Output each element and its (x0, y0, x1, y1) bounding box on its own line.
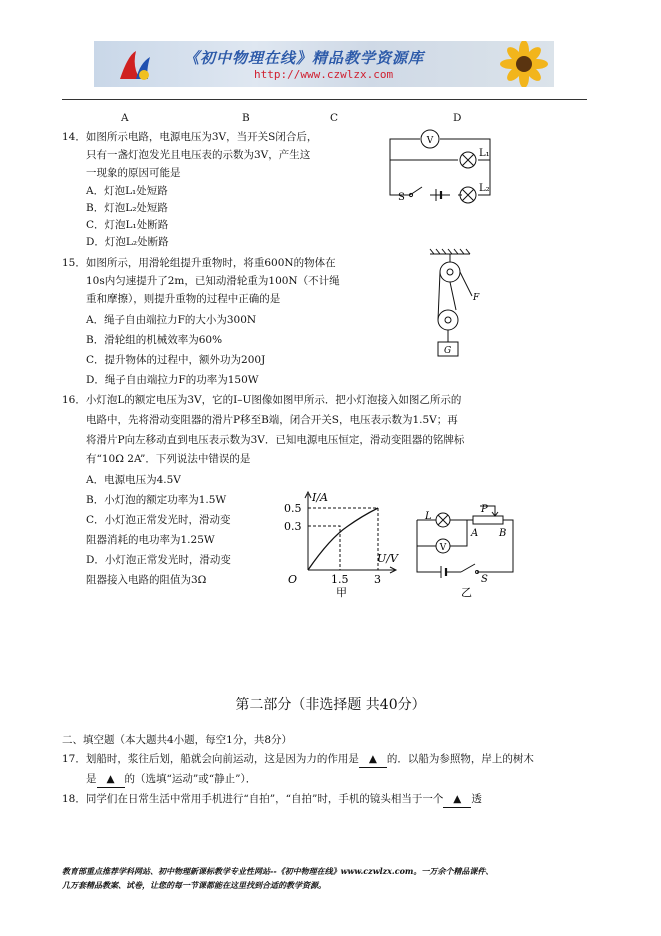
q17-blank-2[interactable]: ▲ (97, 772, 125, 788)
q16-switch-label: S (481, 574, 488, 585)
q16-stem-2: 电路中，先将滑动变阻器的滑片P移至B端，闭合开关S，电压表示数为1.5V；再 (86, 414, 458, 426)
q15-option-b: B．滑轮组的机械效率为60% (86, 334, 223, 346)
q18-line-1 (62, 792, 482, 808)
q14-option-d: D．灯泡L₂处断路 (86, 236, 169, 248)
q15-pulley-diagram (420, 248, 490, 358)
q16-end-b-label: B (499, 528, 507, 539)
q17-line-1 (62, 752, 534, 768)
q14-option-a: A．灯泡L₁处短路 (86, 185, 168, 197)
q16-circuit-diagram (405, 500, 525, 600)
graph-x-tick-1.5: 1.5 (331, 573, 349, 586)
header-rule (62, 99, 587, 100)
q14-lamp1-label: L₁ (479, 148, 490, 159)
q15-option-d: D．绳子自由端拉力F的功率为150W (86, 374, 259, 386)
q14-option-b: B．灯泡L₂处短路 (86, 202, 168, 214)
q15-option-c: C．提升物体的过程中，额外功为200J (86, 354, 266, 366)
header-banner (94, 41, 554, 87)
q17-text-b: 的．以船为参照物，岸上的树木 (386, 753, 534, 765)
q15-force-label: F (473, 293, 480, 303)
q16-option-c-cont: 阻器消耗的电功率为1.25W (86, 534, 215, 546)
graph-origin-label: O (288, 573, 298, 586)
graph-caption: 甲 (336, 586, 347, 598)
q16-option-d: D．小灯泡正常发光时，滑动变 (86, 554, 231, 566)
graph-y-tick-0.5: 0.5 (284, 502, 302, 515)
graph-y-label: I/A (312, 491, 328, 504)
q14-stem-2: 只有一盏灯泡发光且电压表的示数为3V，产生这 (86, 149, 311, 161)
q15-stem-1: 15．如图所示，用滑轮组提升重物时，将重600N的物体在 (62, 257, 336, 269)
q16-stem-4: 有“10Ω 2A”．下列说法中错误的是 (86, 453, 251, 465)
part2-heading: 第二部分（非选择题 共40分） (235, 697, 426, 713)
prev-option-b: B (242, 112, 250, 124)
q16-slider-label: P (481, 504, 488, 515)
q17-text-c: 是 (86, 773, 97, 785)
q14-lamp2-label: L₂ (479, 183, 490, 194)
q16-end-a-label: A (471, 528, 479, 539)
q14-stem-1: 14．如图所示电路，电源电压为3V，当开关S闭合后， (62, 131, 318, 143)
q17-text-d: 的（选填“运动”或“静止”）． (124, 773, 257, 785)
q14-switch-label: S (398, 192, 405, 203)
footer-line-1: 教育部重点推荐学科网站、初中物理新课标教学专业性网站--《初中物理在线》www.czwlzx.com。一万余个精品课件、 (62, 866, 494, 876)
q16-option-b: B．小灯泡的额定功率为1.5W (86, 494, 227, 506)
fill-in-section-title: 二、填空题（本大题共4小题，每空1分，共8分） (62, 734, 293, 746)
q14-circuit-diagram (380, 125, 510, 210)
q14-option-c: C．灯泡L₁处断路 (86, 219, 169, 231)
graph-x-tick-3: 3 (374, 573, 381, 586)
prev-option-d: D (453, 112, 462, 124)
q16-option-d-cont: 阻器接入电路的阻值为3Ω (86, 574, 207, 586)
page-footer (62, 864, 493, 892)
prev-option-a: A (121, 112, 129, 124)
q17-text-a: 17．划船时，浆往后划，船就会向前运动，这是因为力的作用是 (62, 753, 359, 765)
q16-option-a: A．电源电压为4.5V (86, 474, 181, 486)
q15-option-a: A．绳子自由端拉力F的大小为300N (86, 314, 257, 326)
banner-title: 《初中物理在线》精品教学资源库 (184, 49, 425, 67)
prev-option-c: C (330, 112, 339, 124)
q16-stem-1: 16．小灯泡L的额定电压为3V，它的I–U图像如图甲所示．把小灯泡接入如图乙所示的 (62, 394, 462, 406)
q16-lamp-label: L (425, 511, 432, 522)
q15-stem-2: 10s内匀速提升了2m，已知动滑轮重为100N（不计绳 (86, 275, 340, 287)
q16-circuit-caption: 乙 (461, 586, 472, 599)
graph-x-label: U/V (377, 552, 398, 565)
q16-iu-graph (278, 488, 408, 598)
q15-weight-label: G (444, 346, 452, 356)
q17-blank-1[interactable]: ▲ (359, 752, 387, 768)
q16-stem-3: 将滑片P向左移动直到电压表示数为3V．已知电源电压恒定，滑动变阻器的铭牌标 (86, 434, 465, 446)
q16-option-c: C．小灯泡正常发光时，滑动变 (86, 514, 231, 526)
q14-stem-3: 一现象的原因可能是 (86, 167, 181, 179)
q16-voltmeter-label: V (439, 543, 447, 553)
site-logo-icon (114, 45, 154, 85)
q17-line-2 (86, 772, 256, 788)
q18-blank-1[interactable]: ▲ (443, 792, 471, 808)
sunflower-icon (494, 41, 554, 87)
q18-text-b: 透 (471, 793, 482, 805)
q14-voltmeter-label: V (426, 136, 434, 146)
q18-text-a: 18．同学们在日常生活中常用手机进行“自拍”，“自拍”时，手机的镜头相当于一个 (62, 793, 444, 805)
q15-stem-3: 重和摩擦），则提升重物的过程中正确的是 (86, 293, 281, 305)
graph-y-tick-0.3: 0.3 (284, 520, 302, 533)
footer-line-2: 几万套精品教案、试卷，让您的每一节课都能在这里找到合适的教学资源。 (62, 880, 326, 890)
banner-url[interactable]: http://www.czwlzx.com (254, 68, 394, 81)
